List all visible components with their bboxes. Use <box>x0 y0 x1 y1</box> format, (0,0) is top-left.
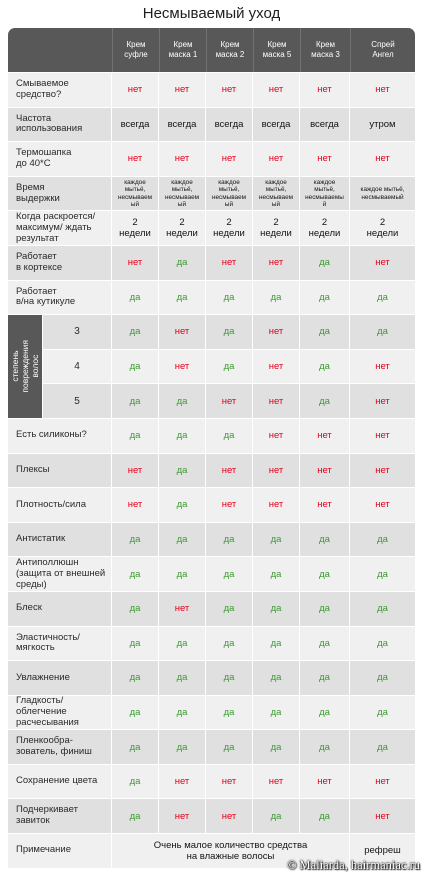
table-row <box>8 592 415 627</box>
table-cell: да <box>159 696 206 731</box>
table-cell: да <box>112 315 159 350</box>
column-header: Крем маска 2 <box>206 28 253 72</box>
row-label: Гладкость/ облегчение расчесывания <box>8 696 112 731</box>
page-title: Несмываемый уход <box>142 5 281 22</box>
table-cell: да <box>159 661 206 696</box>
table-cell: нет <box>206 454 253 489</box>
row-label: Пленкообра- зователь, финиш <box>8 730 112 765</box>
table-cell: да <box>350 730 415 765</box>
table-cell: да <box>206 730 253 765</box>
table-row <box>8 177 415 212</box>
table-cell: да <box>350 315 415 350</box>
damage-group-rows <box>43 315 415 419</box>
table-cell: да <box>112 765 159 800</box>
table-cell: каждое мытьё, несмываемый <box>300 177 350 212</box>
table-cell: да <box>112 730 159 765</box>
table-cell: да <box>300 350 350 385</box>
table-cell: нет <box>350 73 415 108</box>
table-cell: каждое мытьё, несмываемый <box>253 177 300 212</box>
table-cell: да <box>253 696 300 731</box>
table-row <box>8 523 415 558</box>
column-header: Крем маска 3 <box>300 28 350 72</box>
table-row <box>43 384 415 419</box>
table-cell: да <box>159 384 206 419</box>
table-cell: да <box>300 281 350 316</box>
table-cell: нет <box>253 765 300 800</box>
damage-group-label: степень повреждения волос <box>10 340 40 393</box>
table-row <box>8 765 415 800</box>
table-cell: да <box>253 627 300 662</box>
table-cell: да <box>350 523 415 558</box>
table-cell: нет <box>300 765 350 800</box>
table-cell: нет <box>206 384 253 419</box>
table-cell: нет <box>253 384 300 419</box>
table-cell: нет <box>350 454 415 489</box>
damage-level-label: 3 <box>43 315 112 350</box>
table-cell: нет <box>159 799 206 834</box>
table-cell: нет <box>112 246 159 281</box>
table-cell: да <box>112 696 159 731</box>
table-row <box>8 108 415 143</box>
table-cell: нет <box>206 799 253 834</box>
row-label: Частота использования <box>8 108 112 143</box>
table-cell: всегда <box>206 108 253 143</box>
table-cell: нет <box>112 142 159 177</box>
table-cell: нет <box>350 246 415 281</box>
table-cell: нет <box>253 454 300 489</box>
table-cell: да <box>159 488 206 523</box>
row-label: Плексы <box>8 454 112 489</box>
table-row <box>8 488 415 523</box>
table-cell: нет <box>300 419 350 454</box>
table-cell: да <box>253 799 300 834</box>
comparison-table <box>8 28 415 869</box>
table-cell: нет <box>350 350 415 385</box>
table-cell: нет <box>206 488 253 523</box>
table-cell: да <box>300 246 350 281</box>
table-cell: да <box>206 696 253 731</box>
header-corner <box>8 28 112 72</box>
table-cell: нет <box>159 350 206 385</box>
table-cell: нет <box>159 765 206 800</box>
table-cell: утром <box>350 108 415 143</box>
table-cell: 2 недели <box>253 211 300 246</box>
table-cell: нет <box>253 488 300 523</box>
row-label: Подчеркивает завиток <box>8 799 112 834</box>
table-body <box>8 73 415 869</box>
table-cell: 2 недели <box>112 211 159 246</box>
column-header: Крем маска 1 <box>159 28 206 72</box>
table-cell: да <box>350 557 415 592</box>
table-cell: да <box>300 384 350 419</box>
row-label: Работает в кортексе <box>8 246 112 281</box>
table-cell: да <box>206 350 253 385</box>
column-header: Крем суфле <box>112 28 159 72</box>
table-row <box>8 73 415 108</box>
row-label: Есть силиконы? <box>8 419 112 454</box>
table-cell: нет <box>253 142 300 177</box>
table-row <box>8 454 415 489</box>
table-cell: да <box>253 730 300 765</box>
table-cell: да <box>206 627 253 662</box>
row-label: Смываемое средство? <box>8 73 112 108</box>
table-cell: да <box>206 592 253 627</box>
table-row <box>8 661 415 696</box>
table-cell: да <box>112 523 159 558</box>
table-cell: да <box>112 350 159 385</box>
table-cell: нет <box>350 488 415 523</box>
table-cell: да <box>300 799 350 834</box>
table-cell: нет <box>300 142 350 177</box>
table-cell: нет <box>350 419 415 454</box>
table-cell: да <box>159 419 206 454</box>
table-cell: нет <box>350 384 415 419</box>
table-cell: нет <box>206 73 253 108</box>
table-cell: каждое мытьё, несмываемый <box>112 177 159 212</box>
table-cell: нет <box>159 73 206 108</box>
table-cell: всегда <box>300 108 350 143</box>
table-cell: да <box>206 523 253 558</box>
table-cell: 2 недели <box>350 211 415 246</box>
table-cell: да <box>253 661 300 696</box>
table-cell: да <box>159 627 206 662</box>
table-row <box>43 350 415 385</box>
table-row <box>8 419 415 454</box>
table-row <box>8 799 415 834</box>
table-cell: нет <box>350 142 415 177</box>
table-cell: да <box>253 281 300 316</box>
table-cell: нет <box>206 142 253 177</box>
table-cell: да <box>112 661 159 696</box>
table-cell: да <box>112 419 159 454</box>
table-row <box>8 730 415 765</box>
table-cell: 2 недели <box>300 211 350 246</box>
table-row <box>8 211 415 246</box>
table-cell: да <box>300 730 350 765</box>
table-row <box>43 315 415 350</box>
table-cell: да <box>206 315 253 350</box>
table-cell: нет <box>350 799 415 834</box>
table-cell: да <box>206 557 253 592</box>
table-cell: да <box>206 281 253 316</box>
watermark: © Maliarda, hairmaniac.ru <box>286 858 420 872</box>
table-cell: да <box>253 592 300 627</box>
table-cell: 2 недели <box>206 211 253 246</box>
row-label: Антиполлюшн (защита от внешней среды) <box>8 557 112 592</box>
table-cell: да <box>253 523 300 558</box>
table-cell: нет <box>253 246 300 281</box>
table-cell: да <box>350 627 415 662</box>
damage-group-label-cell <box>8 315 43 419</box>
row-label: Увлажнение <box>8 661 112 696</box>
table-cell: да <box>350 661 415 696</box>
table-cell: нет <box>112 488 159 523</box>
row-label: Работает в/на кутикуле <box>8 281 112 316</box>
table-cell: каждое мытьё, несмываемый <box>159 177 206 212</box>
table-header <box>8 28 415 73</box>
note-cell: Очень малое количество средства на влажные волосы <box>112 834 350 869</box>
table-row <box>8 557 415 592</box>
row-label: Примечание <box>8 834 112 869</box>
column-header: Спрей Ангел <box>350 28 415 72</box>
table-cell: да <box>300 523 350 558</box>
table-cell: да <box>112 557 159 592</box>
table-cell: нет <box>112 73 159 108</box>
table-cell: да <box>300 315 350 350</box>
table-cell: всегда <box>253 108 300 143</box>
table-cell: да <box>159 730 206 765</box>
column-header: Крем маска 5 <box>253 28 300 72</box>
table-cell: да <box>159 246 206 281</box>
table-cell: нет <box>300 454 350 489</box>
row-label: Плотность/сила <box>8 488 112 523</box>
row-label: Сохранение цвета <box>8 765 112 800</box>
table-cell: да <box>350 592 415 627</box>
table-cell: да <box>112 627 159 662</box>
table-cell: нет <box>300 73 350 108</box>
table-cell: да <box>159 557 206 592</box>
table-cell: нет <box>159 142 206 177</box>
row-label: Блеск <box>8 592 112 627</box>
table-cell: нет <box>159 592 206 627</box>
table-cell: 2 недели <box>159 211 206 246</box>
table-cell: каждое мытьё, несмываемый <box>350 177 415 212</box>
table-cell: да <box>159 281 206 316</box>
table-cell: да <box>300 661 350 696</box>
table-cell: нет <box>350 765 415 800</box>
table-cell: да <box>206 661 253 696</box>
table-cell: нет <box>253 419 300 454</box>
table-cell: да <box>300 627 350 662</box>
table-cell: всегда <box>112 108 159 143</box>
table-cell: нет <box>159 315 206 350</box>
table-cell: нет <box>253 350 300 385</box>
table-cell: каждое мытьё, несмываемый <box>206 177 253 212</box>
note-last-cell: рефреш <box>350 834 415 869</box>
table-row <box>8 246 415 281</box>
row-label: Эластичность/ мягкость <box>8 627 112 662</box>
table-cell: нет <box>206 246 253 281</box>
damage-level-label: 4 <box>43 350 112 385</box>
table-cell: нет <box>112 454 159 489</box>
damage-level-label: 5 <box>43 384 112 419</box>
table-cell: нет <box>206 765 253 800</box>
damage-group <box>8 315 415 419</box>
row-label: Когда раскроется/ максимум/ ждать результат <box>8 211 112 246</box>
row-label: Время выдержки <box>8 177 112 212</box>
row-label: Антистатик <box>8 523 112 558</box>
row-label: Термошапка до 40*С <box>8 142 112 177</box>
table-cell: да <box>112 281 159 316</box>
table-cell: да <box>159 523 206 558</box>
table-cell: да <box>159 454 206 489</box>
table-cell: да <box>112 384 159 419</box>
table-cell: да <box>300 557 350 592</box>
table-row <box>8 696 415 731</box>
table-cell: да <box>253 557 300 592</box>
table-row <box>8 627 415 662</box>
table-cell: да <box>300 592 350 627</box>
table-cell: нет <box>300 488 350 523</box>
table-cell: да <box>112 592 159 627</box>
table-row <box>8 142 415 177</box>
table-row <box>8 281 415 316</box>
table-cell: да <box>300 696 350 731</box>
table-cell: нет <box>253 73 300 108</box>
table-cell: да <box>206 419 253 454</box>
table-cell: да <box>112 799 159 834</box>
table-cell: да <box>350 696 415 731</box>
table-cell: нет <box>253 315 300 350</box>
table-cell: всегда <box>159 108 206 143</box>
table-cell: да <box>350 281 415 316</box>
